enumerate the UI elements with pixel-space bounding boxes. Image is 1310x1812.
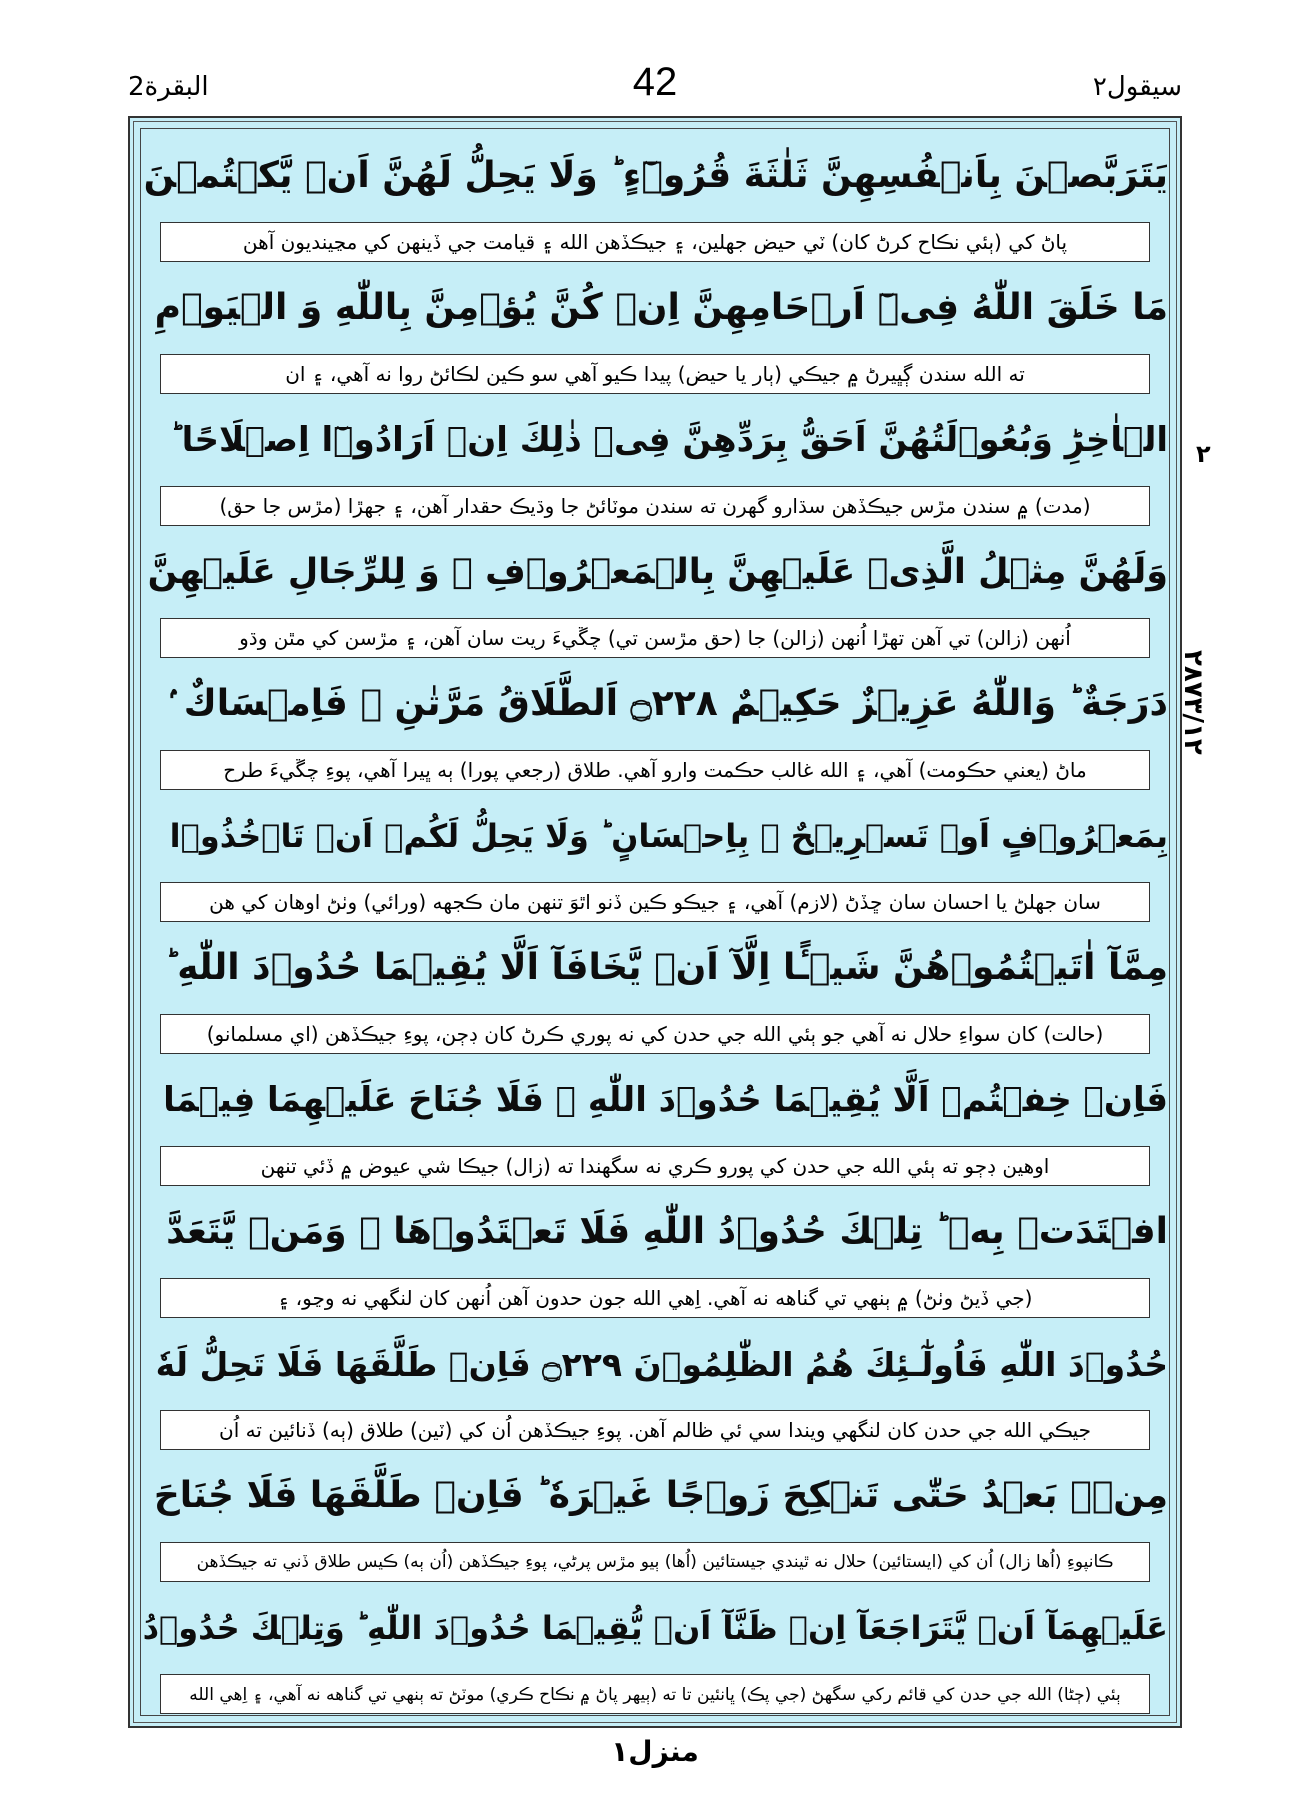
arabic-line-10: حُدُوۡدَ اللّٰهِ فَاُولٰٓـئِكَ هُمُ الظّٰلِمُوۡنَ ۝٢٢٩ فَاِنۡ طَلَّقَهَا فَلَا تَحِلُّ لَهٗ [155,1344,1168,1384]
arabic-line-12: عَلَيۡهِمَآ اَنۡ يَّتَرَاجَعَآ اِنۡ ظَنَّآ اَنۡ يُّقِيۡمَا حُدُوۡدَ اللّٰهِ ؕ وَتِلۡكَ حُدُوۡدُ [142,1609,1168,1647]
quran-page-frame [128,116,1182,1728]
translation-line-12: ٻئي (ڄڻا) الله جي حدن کي قائم رکي سگهڻ (جي پڪ) ڀانئين تا ته (ٻيهر پاڻ ۾ نڪاح ڪري) موٽڻ ته ٻنهي تي گناهه نه آهي، ۽ اِهي الله [160,1674,1150,1714]
translation-line-3: (مدت) ۾ سندن مڙس جيڪڏهن سڌارو گهرن ته سندن موٽائڻ جا وڌيڪ حقدار آهن، ۽ جهڙا (مڙس جا حق) [160,486,1150,526]
arabic-line-6: بِمَعۡرُوۡفٍ اَوۡ تَسۡرِيۡحٌ ۢ بِاِحۡسَانٍ ؕ وَلَا يَحِلُّ لَكُمۡ اَنۡ تَاۡخُذُوۡا [169,817,1168,855]
juz-name: سيقول٢ [1092,72,1182,102]
manzil-footer: منزل١ [611,1735,699,1768]
page-header [128,60,1182,112]
surah-name: البقرة2 [128,72,209,102]
arabic-line-9: افۡتَدَتۡ بِهٖ ؕ تِلۡكَ حُدُوۡدُ اللّٰهِ فَلَا تَعۡتَدُوۡهَا ۚ وَمَنۡ يَّتَعَدَّ [166,1211,1168,1252]
translation-line-5: ماڻ (يعني حڪومت) آهي، ۽ الله غالب حڪمت وارو آهي. طلاق (رجعي پورا) ٻه ڀيرا آهي، پوءِ چڱيءَ طرح [160,750,1150,790]
translation-line-6: سان جهلڻ يا احسان سان ڇڏڻ (لازم) آهي، ۽ جيڪو ڪين ڏنو اٿوَ تنهن مان ڪجهه (ورائي) وٺڻ اوهان کي هن [160,882,1150,922]
ruku-margin-mark: ٢٨٧٣/١٢ [1178,650,1208,755]
page-number: 42 [632,60,678,104]
translation-line-1: پاڻ کي (ٻئي نڪاح کرڻ کان) ٽي حيض جهلين، ۽ جيڪڏهن الله ۽ قيامت جي ڏينهن کي مڃينديون آهن [160,222,1150,262]
arabic-line-7: مِمَّآ اٰتَيۡتُمُوۡهُنَّ شَيۡـًٔا اِلَّآ اَنۡ يَّخَافَآ اَلَّا يُقِيۡمَا حُدُوۡدَ اللّٰهِ ؕ [164,947,1168,988]
arabic-line-1: يَتَرَبَّصۡنَ بِاَنۡفُسِهِنَّ ثَلٰثَةَ قُرُوۡٓءٍ ؕ وَلَا يَحِلُّ لَهُنَّ اَنۡ يَّكۡتُمۡنَ [143,155,1168,196]
translation-line-2: ته الله سندن ڳڀيرڻ ۾ جيڪي (ٻار يا حيض) پيدا ڪيو آهي سو ڪين لڪائڻ روا نه آهي، ۽ ان [160,354,1150,394]
translation-line-7: (حالت) کان سواءِ حلال نه آهي جو ٻئي الله جي حدن کي نه پوري ڪرڻ کان ڊڄن، پوءِ جيڪڏهن (اي مسلمانو) [160,1014,1150,1054]
translation-line-8: اوهين ڊڄو ته ٻئي الله جي حدن کي پورو ڪري نه سگهندا ته (زال) جيڪا شي عيوض ۾ ڏئي تنهن [160,1146,1150,1186]
translation-line-10: جيڪي الله جي حدن کان لنگهي ويندا سي ئي ظالم آهن. پوءِ جيڪڏهن اُن کي (ٽين) طلاق (ٻه) ڏنائين ته اُن [160,1410,1150,1450]
arabic-line-3: الۡاٰخِرِؕ وَبُعُوۡلَتُهُنَّ اَحَقُّ بِرَدِّهِنَّ فِىۡ ذٰلِكَ اِنۡ اَرَادُوۡٓا اِصۡلَاحًا ؕ [169,420,1168,460]
translation-line-11: ڪانپوءِ (اُها زال) اُن کي (ايستائين) حلال نه ٿيندي جيستائين (اُها) ٻيو مڙس پرڻي، پوءِ جيڪڏهن (اُن ٻه) ڪيس طلاق ڏني ته جيڪڏهن [160,1542,1150,1582]
arabic-line-4: وَلَهُنَّ مِثۡلُ الَّذِىۡ عَلَيۡهِنَّ بِالۡمَعۡرُوۡفِ ۖ وَ لِلرِّجَالِ عَلَيۡهِنَّ [147,551,1168,592]
arabic-line-2: مَا خَلَقَ اللّٰهُ فِىۡٓ اَرۡحَامِهِنَّ اِنۡ كُنَّ يُؤۡمِنَّ بِاللّٰهِ وَ الۡيَوۡمِ [154,287,1168,328]
translation-line-4: اُنهن (زالن) تي آهن تهڙا اُنهن (زالن) جا (حق مڙسن تي) چڱيءَ ريت سان آهن، ۽ مڙسن کي مٿن وڌو [160,618,1150,658]
arabic-line-8: فَاِنۡ خِفۡتُمۡ اَلَّا يُقِيۡمَا حُدُوۡدَ اللّٰهِ ۙ فَلَا جُنَاحَ عَلَيۡهِمَا فِيۡمَا [163,1080,1168,1120]
translation-line-9: (جي ڏيڻ وٺڻ) ۾ ٻنهي تي گناهه نه آهي. اِهي الله جون حدون آهن اُنهن کان لنگهي نه وڃو، ۽ [160,1278,1150,1318]
arabic-line-11: مِنۡۢ بَعۡدُ حَتّٰى تَنۡكِحَ زَوۡجًا غَيۡرَهٗ ؕ فَاِنۡ طَلَّقَهَا فَلَا جُنَاحَ [153,1475,1168,1516]
arabic-line-5: دَرَجَةٌ ؕ وَاللّٰهُ عَزِيۡزٌ حَكِيۡمٌ ۝٢٢٨ اَلطَّلَاقُ مَرَّتٰنِ ۖ فَاِمۡسَاكٌ ۢ [162,683,1168,724]
verse-margin-mark: ٢ [1196,440,1211,468]
